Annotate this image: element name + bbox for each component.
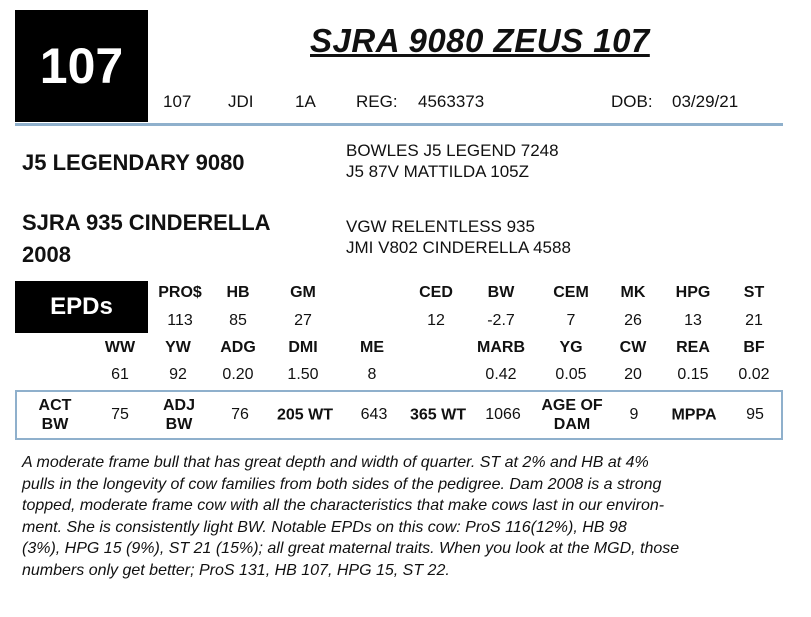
wt205-label: 205 WT xyxy=(276,406,334,424)
dam-name-line1: SJRA 935 CINDERELLA xyxy=(22,210,271,235)
dob-label: DOB: xyxy=(611,92,653,111)
act-bw-label-line1: ACT xyxy=(38,397,72,414)
herd-code: JDI xyxy=(228,92,254,111)
epd-value: 7 xyxy=(566,312,576,329)
epd-header: MARB xyxy=(477,339,525,356)
lot-number-box xyxy=(15,10,148,122)
dam-sire: VGW RELENTLESS 935 xyxy=(346,217,535,236)
epd-value: 0.02 xyxy=(738,366,770,383)
epd-header: REA xyxy=(676,339,710,356)
epd-value: 26 xyxy=(624,312,642,329)
age-of-dam-label-line2: DAM xyxy=(553,416,591,433)
sire-dam: J5 87V MATTILDA 105Z xyxy=(346,162,529,181)
epd-label: EPDs xyxy=(50,293,113,320)
epd-header: MK xyxy=(620,284,646,301)
dob-value: 03/29/21 xyxy=(672,92,739,111)
epd-value: 1.50 xyxy=(287,366,319,383)
epd-value: 113 xyxy=(167,312,193,329)
bull-description xyxy=(22,452,784,581)
adj-bw-label-line1: ADJ xyxy=(162,397,196,414)
reg-label: REG: xyxy=(356,92,398,111)
epd-value: -2.7 xyxy=(487,312,515,329)
epd-value: 20 xyxy=(624,366,642,383)
wt205-value: 643 xyxy=(360,406,388,423)
sire-pedigree xyxy=(346,140,559,182)
epd-label-box xyxy=(15,281,148,333)
epd-header: ADG xyxy=(220,339,256,356)
epd-header: GM xyxy=(290,284,316,301)
epd-header: CEM xyxy=(553,284,589,301)
description-line: A moderate frame bull that has great depth and width of quarter. ST at 2% and HB at 4% xyxy=(22,454,649,471)
age-of-dam-value: 9 xyxy=(629,406,639,423)
adj-bw-label xyxy=(163,396,195,434)
wt365-value: 1066 xyxy=(485,406,521,423)
wt365-label: 365 WT xyxy=(409,406,467,424)
epd-value: 92 xyxy=(169,366,187,383)
epd-value: 12 xyxy=(427,312,445,329)
age-of-dam-label-line1: AGE OF xyxy=(541,397,603,414)
dam-dam: JMI V802 CINDERELLA 4588 xyxy=(346,238,571,257)
epd-value: 0.15 xyxy=(677,366,709,383)
dam-pedigree xyxy=(346,216,571,258)
description-line: (3%), HPG 15 (9%), ST 21 (15%); all great maternal traits. When you look at the MGD, those xyxy=(22,540,680,557)
epd-value: 0.20 xyxy=(222,366,254,383)
epd-header: PRO$ xyxy=(158,284,202,301)
dam-name-line2: 2008 xyxy=(22,242,71,267)
actual-weights-box xyxy=(15,390,783,440)
epd-header: DMI xyxy=(288,339,318,356)
epd-header: WW xyxy=(104,339,136,356)
epd-header: ME xyxy=(360,339,384,356)
epd-header: BF xyxy=(743,339,765,356)
lot-number: 107 xyxy=(39,38,124,94)
epd-header: BW xyxy=(487,284,515,301)
epd-header: YW xyxy=(165,339,191,356)
act-bw-label xyxy=(39,396,72,434)
epd-value: 13 xyxy=(684,312,702,329)
epd-value: 27 xyxy=(294,312,312,329)
epd-value: 8 xyxy=(367,366,377,383)
epd-header: HB xyxy=(226,284,250,301)
animal-name: SJRA 9080 ZEUS 107 xyxy=(310,22,650,59)
reg-number: 4563373 xyxy=(418,92,485,111)
epd-header: CED xyxy=(419,284,453,301)
epd-value: 21 xyxy=(745,312,763,329)
epd-value: 85 xyxy=(229,312,247,329)
sire-name: J5 LEGENDARY 9080 xyxy=(22,150,245,175)
sire-sire: BOWLES J5 LEGEND 7248 xyxy=(346,141,559,160)
epd-header: CW xyxy=(619,339,647,356)
adj-bw-label-line2: BW xyxy=(165,416,193,433)
epd-value: 0.42 xyxy=(485,366,517,383)
adj-bw-value: 76 xyxy=(231,406,249,423)
epd-header: YG xyxy=(559,339,583,356)
description-line: pulls in the longevity of cow families from both sides of the pedigree. Dam 2008 is a strong xyxy=(22,475,662,493)
description-line: topped, moderate frame cow with all the characteristics that make cows last in our environ- xyxy=(22,497,665,514)
epd-value: 61 xyxy=(111,366,129,383)
epd-value: 0.05 xyxy=(555,366,587,383)
act-bw-value: 75 xyxy=(111,406,129,423)
epd-header: ST xyxy=(743,284,765,301)
dam-name xyxy=(22,207,271,271)
grade: 1A xyxy=(295,92,316,111)
age-of-dam-label xyxy=(541,396,602,434)
header-divider xyxy=(15,123,783,126)
description-line: numbers only get better; ProS 131, HB 107, HPG 15, ST 22. xyxy=(22,561,450,579)
mppa-label: MPPA xyxy=(671,406,717,424)
tag-number: 107 xyxy=(163,92,192,111)
mppa-value: 95 xyxy=(746,406,764,423)
epd-header: HPG xyxy=(675,284,711,301)
act-bw-label-line2: BW xyxy=(41,416,69,433)
description-line: ment. She is consistently light BW. Notable EPDs on this cow: ProS 116(12%), HB 98 xyxy=(22,518,627,536)
